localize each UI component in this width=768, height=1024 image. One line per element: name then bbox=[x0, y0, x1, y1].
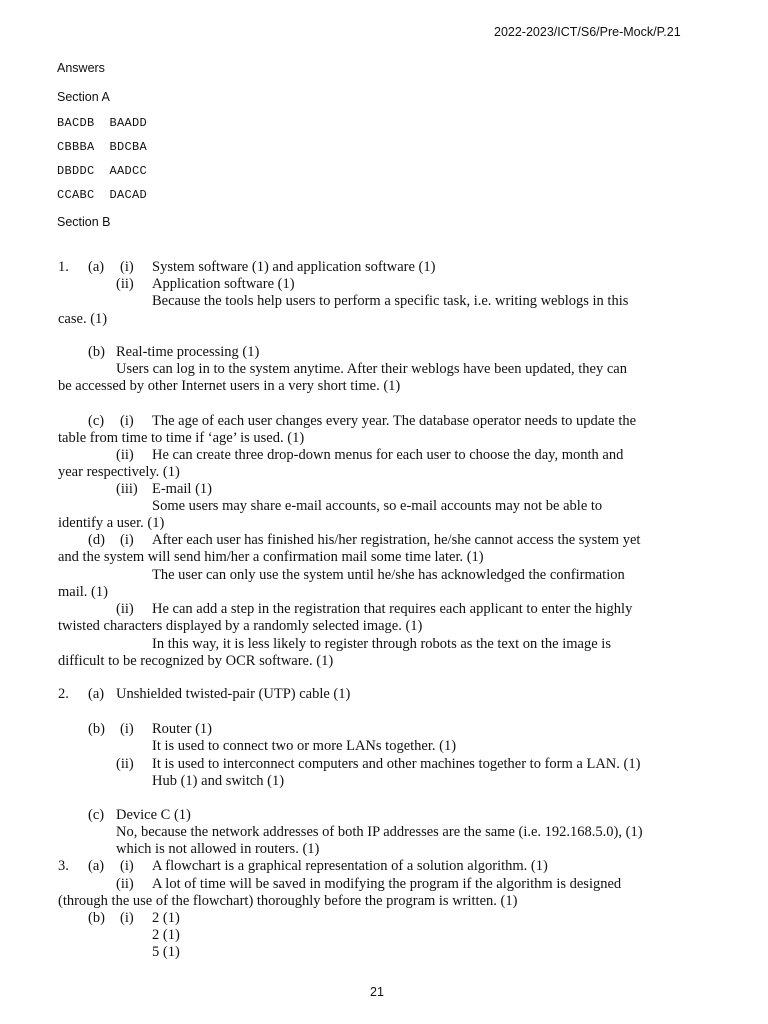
answer-reason: mail. (1) bbox=[58, 584, 108, 600]
section-a-answer-row: CBBBA BDCBA bbox=[57, 140, 148, 154]
question-number: 1. bbox=[58, 259, 69, 275]
answer-text: The age of each user changes every year. The database operator needs to update the bbox=[152, 413, 637, 429]
section-a-answer-row: DBDDC AADCC bbox=[57, 164, 148, 178]
answer-text: and the system will send him/her a confirmation mail some time later. (1) bbox=[58, 549, 484, 565]
answer-text: Unshielded twisted-pair (UTP) cable (1) bbox=[116, 686, 351, 702]
part-label: (b) bbox=[88, 910, 105, 926]
part-label: (a) bbox=[88, 858, 105, 874]
page-header-reference: 2022-2023/ICT/S6/Pre-Mock/P.21 bbox=[494, 25, 681, 39]
question-number: 3. bbox=[58, 858, 69, 874]
answer-text: A flowchart is a graphical representation of a solution algorithm. (1) bbox=[152, 858, 548, 874]
answer-text: It is used to interconnect computers and other machines together to form a LAN. (1) bbox=[152, 756, 641, 772]
answer-text: He can create three drop-down menus for each user to choose the day, month and bbox=[152, 447, 624, 463]
part-label: (a) bbox=[88, 686, 105, 702]
answer-text: Device C (1) bbox=[116, 807, 191, 823]
answer-reason: In this way, it is less likely to register through robots as the text on the image is bbox=[152, 636, 611, 652]
subpart-label: (ii) bbox=[116, 276, 134, 292]
answer-text: System software (1) and application software (1) bbox=[152, 259, 436, 275]
answer-text: twisted characters displayed by a randomly selected image. (1) bbox=[58, 618, 423, 634]
subpart-label: (ii) bbox=[116, 876, 134, 892]
answer-reason: difficult to be recognized by OCR software. (1) bbox=[58, 653, 334, 669]
part-label: (b) bbox=[88, 721, 105, 737]
answer-text: E-mail (1) bbox=[152, 481, 212, 497]
answer-reason: Because the tools help users to perform a specific task, i.e. writing weblogs in this bbox=[152, 293, 629, 309]
answer-reason: No, because the network addresses of both IP addresses are the same (i.e. 192.168.5.0), (1) bbox=[116, 824, 643, 840]
section-a-answer-row: BACDB BAADD bbox=[57, 116, 148, 130]
answer-text: Router (1) bbox=[152, 721, 212, 737]
answers-heading: Answers bbox=[57, 61, 105, 75]
subpart-label: (i) bbox=[120, 259, 134, 275]
part-label: (b) bbox=[88, 344, 105, 360]
answer-text: After each user has finished his/her registration, he/she cannot access the system yet bbox=[152, 532, 641, 548]
answer-value: 2 (1) bbox=[152, 927, 180, 943]
answer-reason: case. (1) bbox=[58, 311, 108, 327]
subpart-label: (i) bbox=[120, 721, 134, 737]
section-a-heading: Section A bbox=[57, 90, 110, 104]
subpart-label: (i) bbox=[120, 910, 134, 926]
answer-text: year respectively. (1) bbox=[58, 464, 180, 480]
answer-value: 2 (1) bbox=[152, 910, 180, 926]
answer-reason: be accessed by other Internet users in a very short time. (1) bbox=[58, 378, 401, 394]
answer-reason: It is used to connect two or more LANs together. (1) bbox=[152, 738, 457, 754]
answer-text: He can add a step in the registration that requires each applicant to enter the highly bbox=[152, 601, 633, 617]
answer-text: Real-time processing (1) bbox=[116, 344, 260, 360]
answer-reason: Users can log in to the system anytime. After their weblogs have been updated, they can bbox=[116, 361, 627, 377]
part-label: (c) bbox=[88, 413, 105, 429]
subpart-label: (ii) bbox=[116, 756, 134, 772]
answer-reason: Some users may share e-mail accounts, so e-mail accounts may not be able to bbox=[152, 498, 603, 514]
answer-reason: The user can only use the system until he/she has acknowledged the confirmation bbox=[152, 567, 625, 583]
subpart-label: (i) bbox=[120, 858, 134, 874]
answer-text: A lot of time will be saved in modifying the program if the algorithm is designed bbox=[152, 876, 622, 892]
answer-reason: which is not allowed in routers. (1) bbox=[116, 841, 320, 857]
subpart-label: (i) bbox=[120, 413, 134, 429]
subpart-label: (ii) bbox=[116, 447, 134, 463]
part-label: (a) bbox=[88, 259, 105, 275]
part-label: (c) bbox=[88, 807, 105, 823]
subpart-label: (ii) bbox=[116, 601, 134, 617]
subpart-label: (iii) bbox=[116, 481, 138, 497]
answer-text: Hub (1) and switch (1) bbox=[152, 773, 285, 789]
section-a-answer-row: CCABC DACAD bbox=[57, 188, 148, 202]
answer-value: 5 (1) bbox=[152, 944, 180, 960]
subpart-label: (i) bbox=[120, 532, 134, 548]
answer-text: Application software (1) bbox=[152, 276, 295, 292]
question-number: 2. bbox=[58, 686, 69, 702]
page-number: 21 bbox=[370, 985, 384, 999]
answer-reason: identify a user. (1) bbox=[58, 515, 165, 531]
answer-text: (through the use of the flowchart) thoroughly before the program is written. (1) bbox=[58, 893, 518, 909]
answer-text: table from time to time if ‘age’ is used. (1) bbox=[58, 430, 305, 446]
section-b-heading: Section B bbox=[57, 215, 111, 229]
part-label: (d) bbox=[88, 532, 105, 548]
